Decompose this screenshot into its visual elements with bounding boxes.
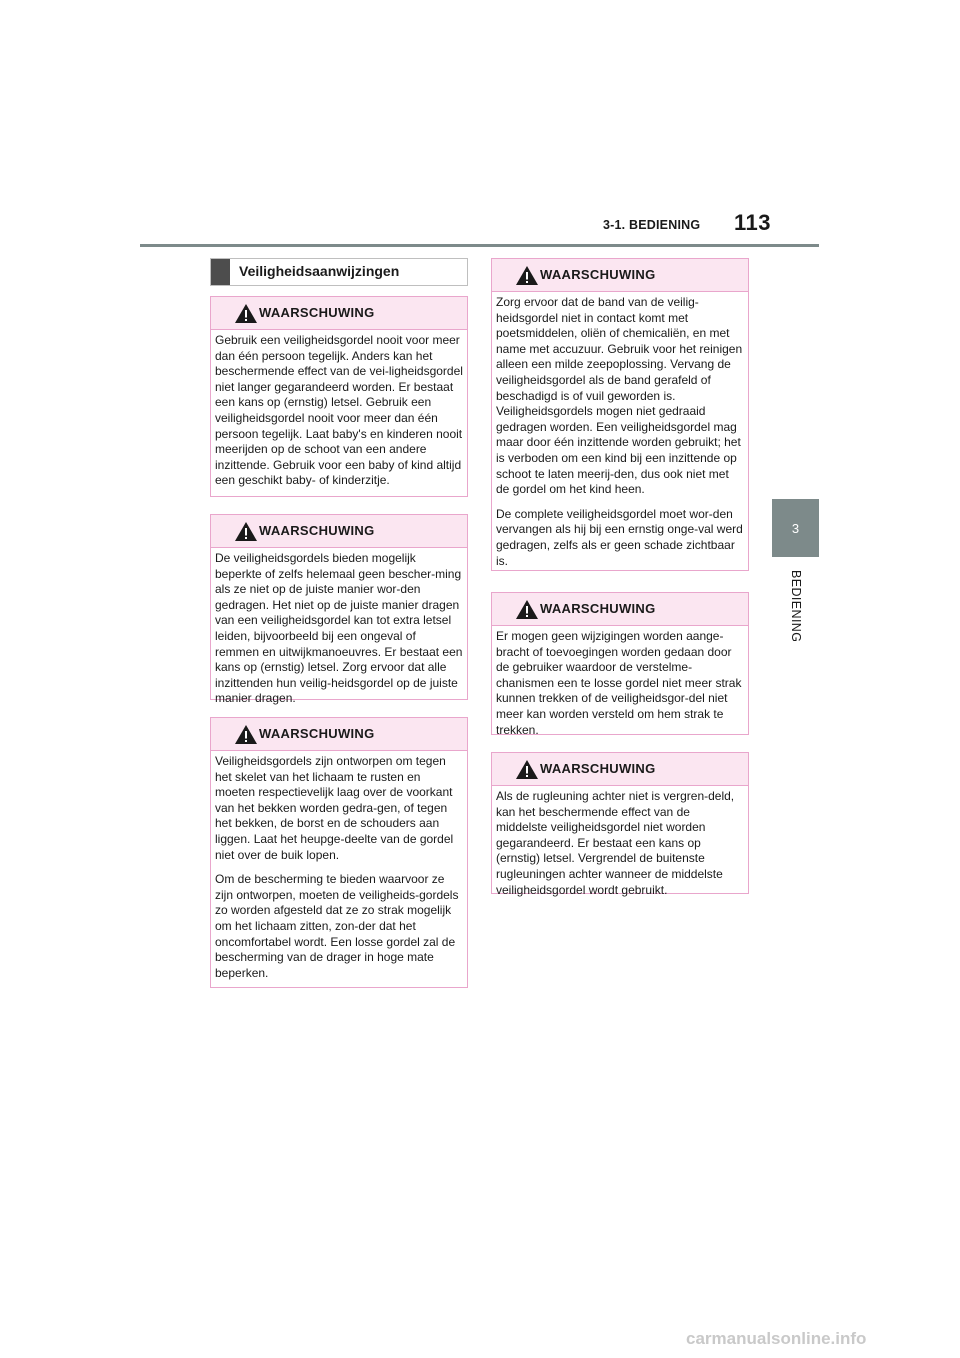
section-heading-bar <box>211 259 230 285</box>
warning-header <box>211 515 467 548</box>
warning-body <box>211 751 467 981</box>
warning-box <box>210 514 468 706</box>
footer-watermark: carmanualsonline.info <box>686 1329 867 1348</box>
warning-body <box>211 330 467 489</box>
warning-body <box>211 548 467 707</box>
warning-body <box>492 786 748 898</box>
warning-body <box>492 626 748 738</box>
warning-paragraph: Gebruik een veiligheidsgordel nooit voor meer dan één persoon tegelijk. Anders kan het beschermende effect van de vei-ligheidsgordel niet langer gegarandeerd worden. Er bestaat een kans op (ernstig) letsel. Gebruik een veiligheidsgordel nooit voor meer dan één persoon tegelijk. Laat baby's en kinderen nooit meerijden op de schoot van een andere inzittende. Gebruik voor een baby of kind altijd een geschikt baby- of kinderzitje. <box>215 333 463 488</box>
section-heading <box>210 258 468 286</box>
warning-paragraph: Als de rugleuning achter niet is vergren-deld, kan het beschermende effect van de middelste veiligheidsgordel niet worden gegarandeerd. Er bestaat een kans op (ernstig) letsel. Vergrendel de buitenste rugleuningen achter wanneer de middelste veiligheidsgordel wordt gebruikt. <box>496 789 735 897</box>
warning-title: WAARSCHUWING <box>259 305 375 320</box>
warning-triangle-icon <box>234 521 258 542</box>
warning-triangle-icon <box>234 724 258 745</box>
warning-box <box>491 752 749 897</box>
warning-title: WAARSCHUWING <box>540 601 656 616</box>
section-heading-title: Veiligheidsaanwijzingen <box>239 263 400 279</box>
warning-paragraph: Om de bescherming te bieden waarvoor ze zijn ontworpen, moeten de veiligheids-gordels zo worden afgesteld dat ze zo strak mogelijk om het lichaam zitten, zon-der dat het oncomfortabel wordt. Een losse gordel zal de bescherming van de drager in hoge mate beperken. <box>215 872 459 980</box>
warning-body <box>492 292 748 569</box>
warning-title: WAARSCHUWING <box>259 726 375 741</box>
warning-box <box>210 296 468 497</box>
warning-triangle-icon <box>515 759 539 780</box>
chapter-tab <box>772 499 819 557</box>
warning-paragraph: De veiligheidsgordels bieden mogelijk beperkte of zelfs helemaal geen bescher-ming als ze niet op de juiste manier wor-den gedragen. Het niet op de juiste manier dragen van een veiligheidsgordel kan tot extra letsel leiden, bijvoorbeeld bij een ongeval of remmen en uitwijkmanoeuvres. Er bestaat een kans op (ernstig) letsel. Zorg ervoor dat alle inzittenden hun veilig-heidsgordel op de juiste manier dragen. <box>215 551 463 706</box>
warning-triangle-icon <box>515 599 539 620</box>
warning-header <box>492 593 748 626</box>
warning-paragraph: Zorg ervoor dat de band van de veilig-heidsgordel niet in contact komt met poetsmiddelen, oliën of chemicaliën, en met name met accuzuur. Gebruik voor het reinigen alleen een milde zeepoplossing. Vervang de veiligheidsgordel als de band gerafeld of beschadigd is of vuil geworden is. Veiligheidsgordels mogen niet gedraaid gedragen worden. Een veiligheidsgordel mag maar door één inzittende worden gebruikt; het is verboden om een kind bij een inzittende op schoot te laten meerij-den, dus ook niet met de gordel om het kind heen. <box>496 295 743 497</box>
chapter-label: BEDIENING <box>789 569 803 643</box>
header-section-title: 3-1. BEDIENING <box>603 218 701 232</box>
chapter-number: 3 <box>791 520 800 536</box>
warning-header <box>211 718 467 751</box>
warning-triangle-icon <box>515 265 539 286</box>
warning-header <box>492 753 748 786</box>
page-number: 113 <box>734 210 771 235</box>
warning-triangle-icon <box>234 303 258 324</box>
warning-box <box>491 592 749 735</box>
warning-paragraph: Er mogen geen wijzigingen worden aange-bracht of toevoegingen worden gedaan door de gebruiker waardoor de verstelme-chanismen een te losse gordel niet meer strak kunnen trekken of de veiligheidsgor-del niet meer kan worden versteld om hem strak te trekken. <box>496 629 742 737</box>
warning-title: WAARSCHUWING <box>540 267 656 282</box>
warning-title: WAARSCHUWING <box>540 761 656 776</box>
warning-header <box>492 259 748 292</box>
warning-box <box>491 258 749 571</box>
warning-paragraph: Veiligheidsgordels zijn ontworpen om tegen het skelet van het lichaam te rusten en moeten respectievelijk laag over de voorkant van het bekken worden gedra-gen, of tegen het bekken, de borst en de schouders aan liggen. Laat het heupge-deelte van de gordel niet over de buik lopen. <box>215 754 454 862</box>
warning-title: WAARSCHUWING <box>259 523 375 538</box>
warning-header <box>211 297 467 330</box>
warning-paragraph: De complete veiligheidsgordel moet wor-den vervangen als hij bij een ernstig onge-val werd gedragen, zelfs als er geen schade zichtbaar is. <box>496 506 743 568</box>
warning-box <box>210 717 468 988</box>
header-rule <box>140 244 819 247</box>
